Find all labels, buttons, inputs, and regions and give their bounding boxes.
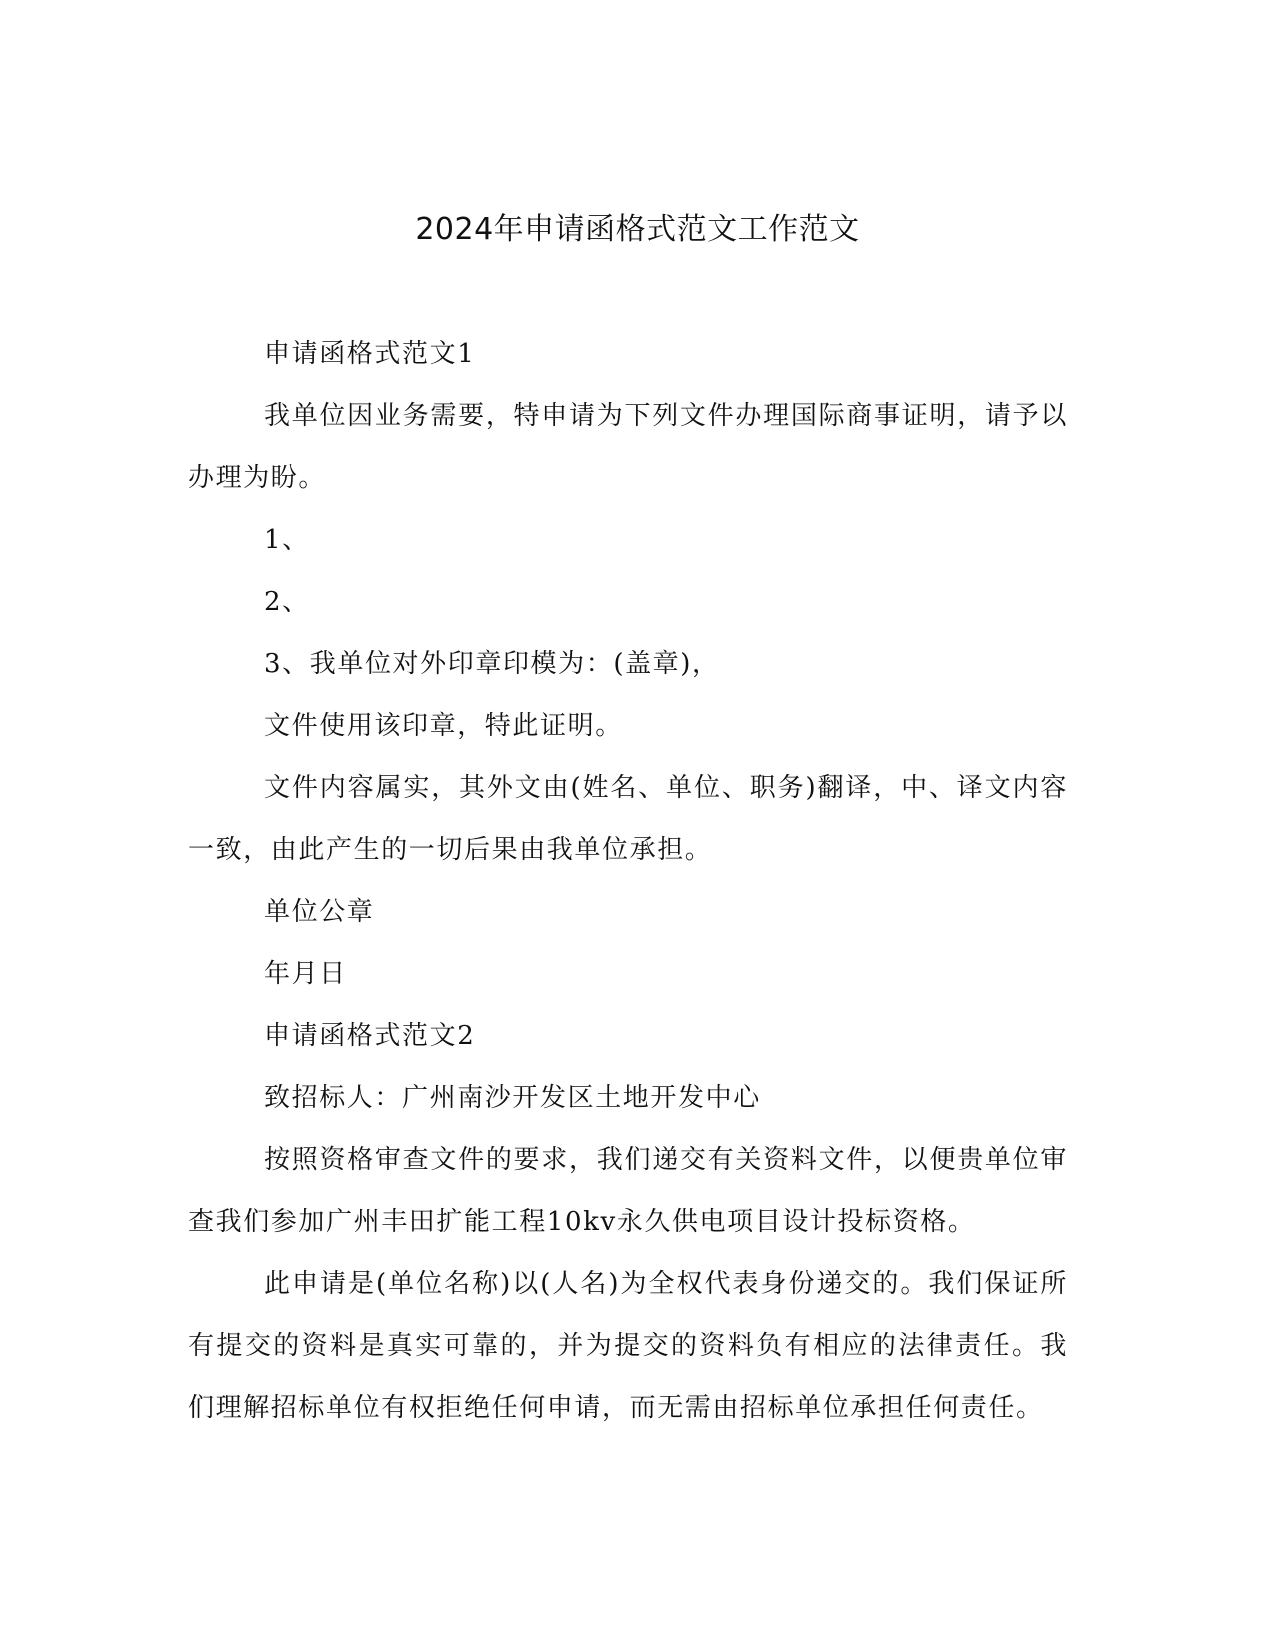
section-heading-1: 申请函格式范文1: [264, 339, 476, 369]
paragraph-recipient: 致招标人：广州南沙开发区土地开发中心: [264, 1083, 761, 1113]
paragraph-translation: 文件内容属实，其外文由(姓名、单位、职务)翻译，中、译文内容一致，由此产生的一切后果由我单位承担。: [188, 773, 1068, 865]
document-title: 2024年申请函格式范文工作范文: [415, 212, 860, 247]
paragraph-submission: 按照资格审查文件的要求，我们递交有关资料文件，以便贵单位审查我们参加广州丰田扩能工程10kv永久供电项目设计投标资格。: [188, 1145, 1068, 1237]
paragraph-date: 年月日: [264, 959, 347, 989]
list-item-3: 3、我单位对外印章印模为：(盖章)，: [264, 649, 720, 679]
paragraph-unit-seal: 单位公章: [264, 897, 375, 927]
list-item-2: 2、: [264, 587, 310, 617]
list-item-1: 1、: [264, 525, 310, 555]
document-body: [188, 323, 1068, 1439]
paragraph-guarantee: 此申请是(单位名称)以(人名)为全权代表身份递交的。我们保证所有提交的资料是真实可靠的，并为提交的资料负有相应的法律责任。我们理解招标单位有权拒绝任何申请，而无需由招标单位承担任何责任。: [188, 1269, 1068, 1423]
paragraph-seal-usage: 文件使用该印章，特此证明。: [264, 711, 623, 741]
paragraph-request: 我单位因业务需要，特申请为下列文件办理国际商事证明，请予以办理为盼。: [188, 401, 1068, 493]
section-heading-2: 申请函格式范文2: [264, 1021, 476, 1051]
